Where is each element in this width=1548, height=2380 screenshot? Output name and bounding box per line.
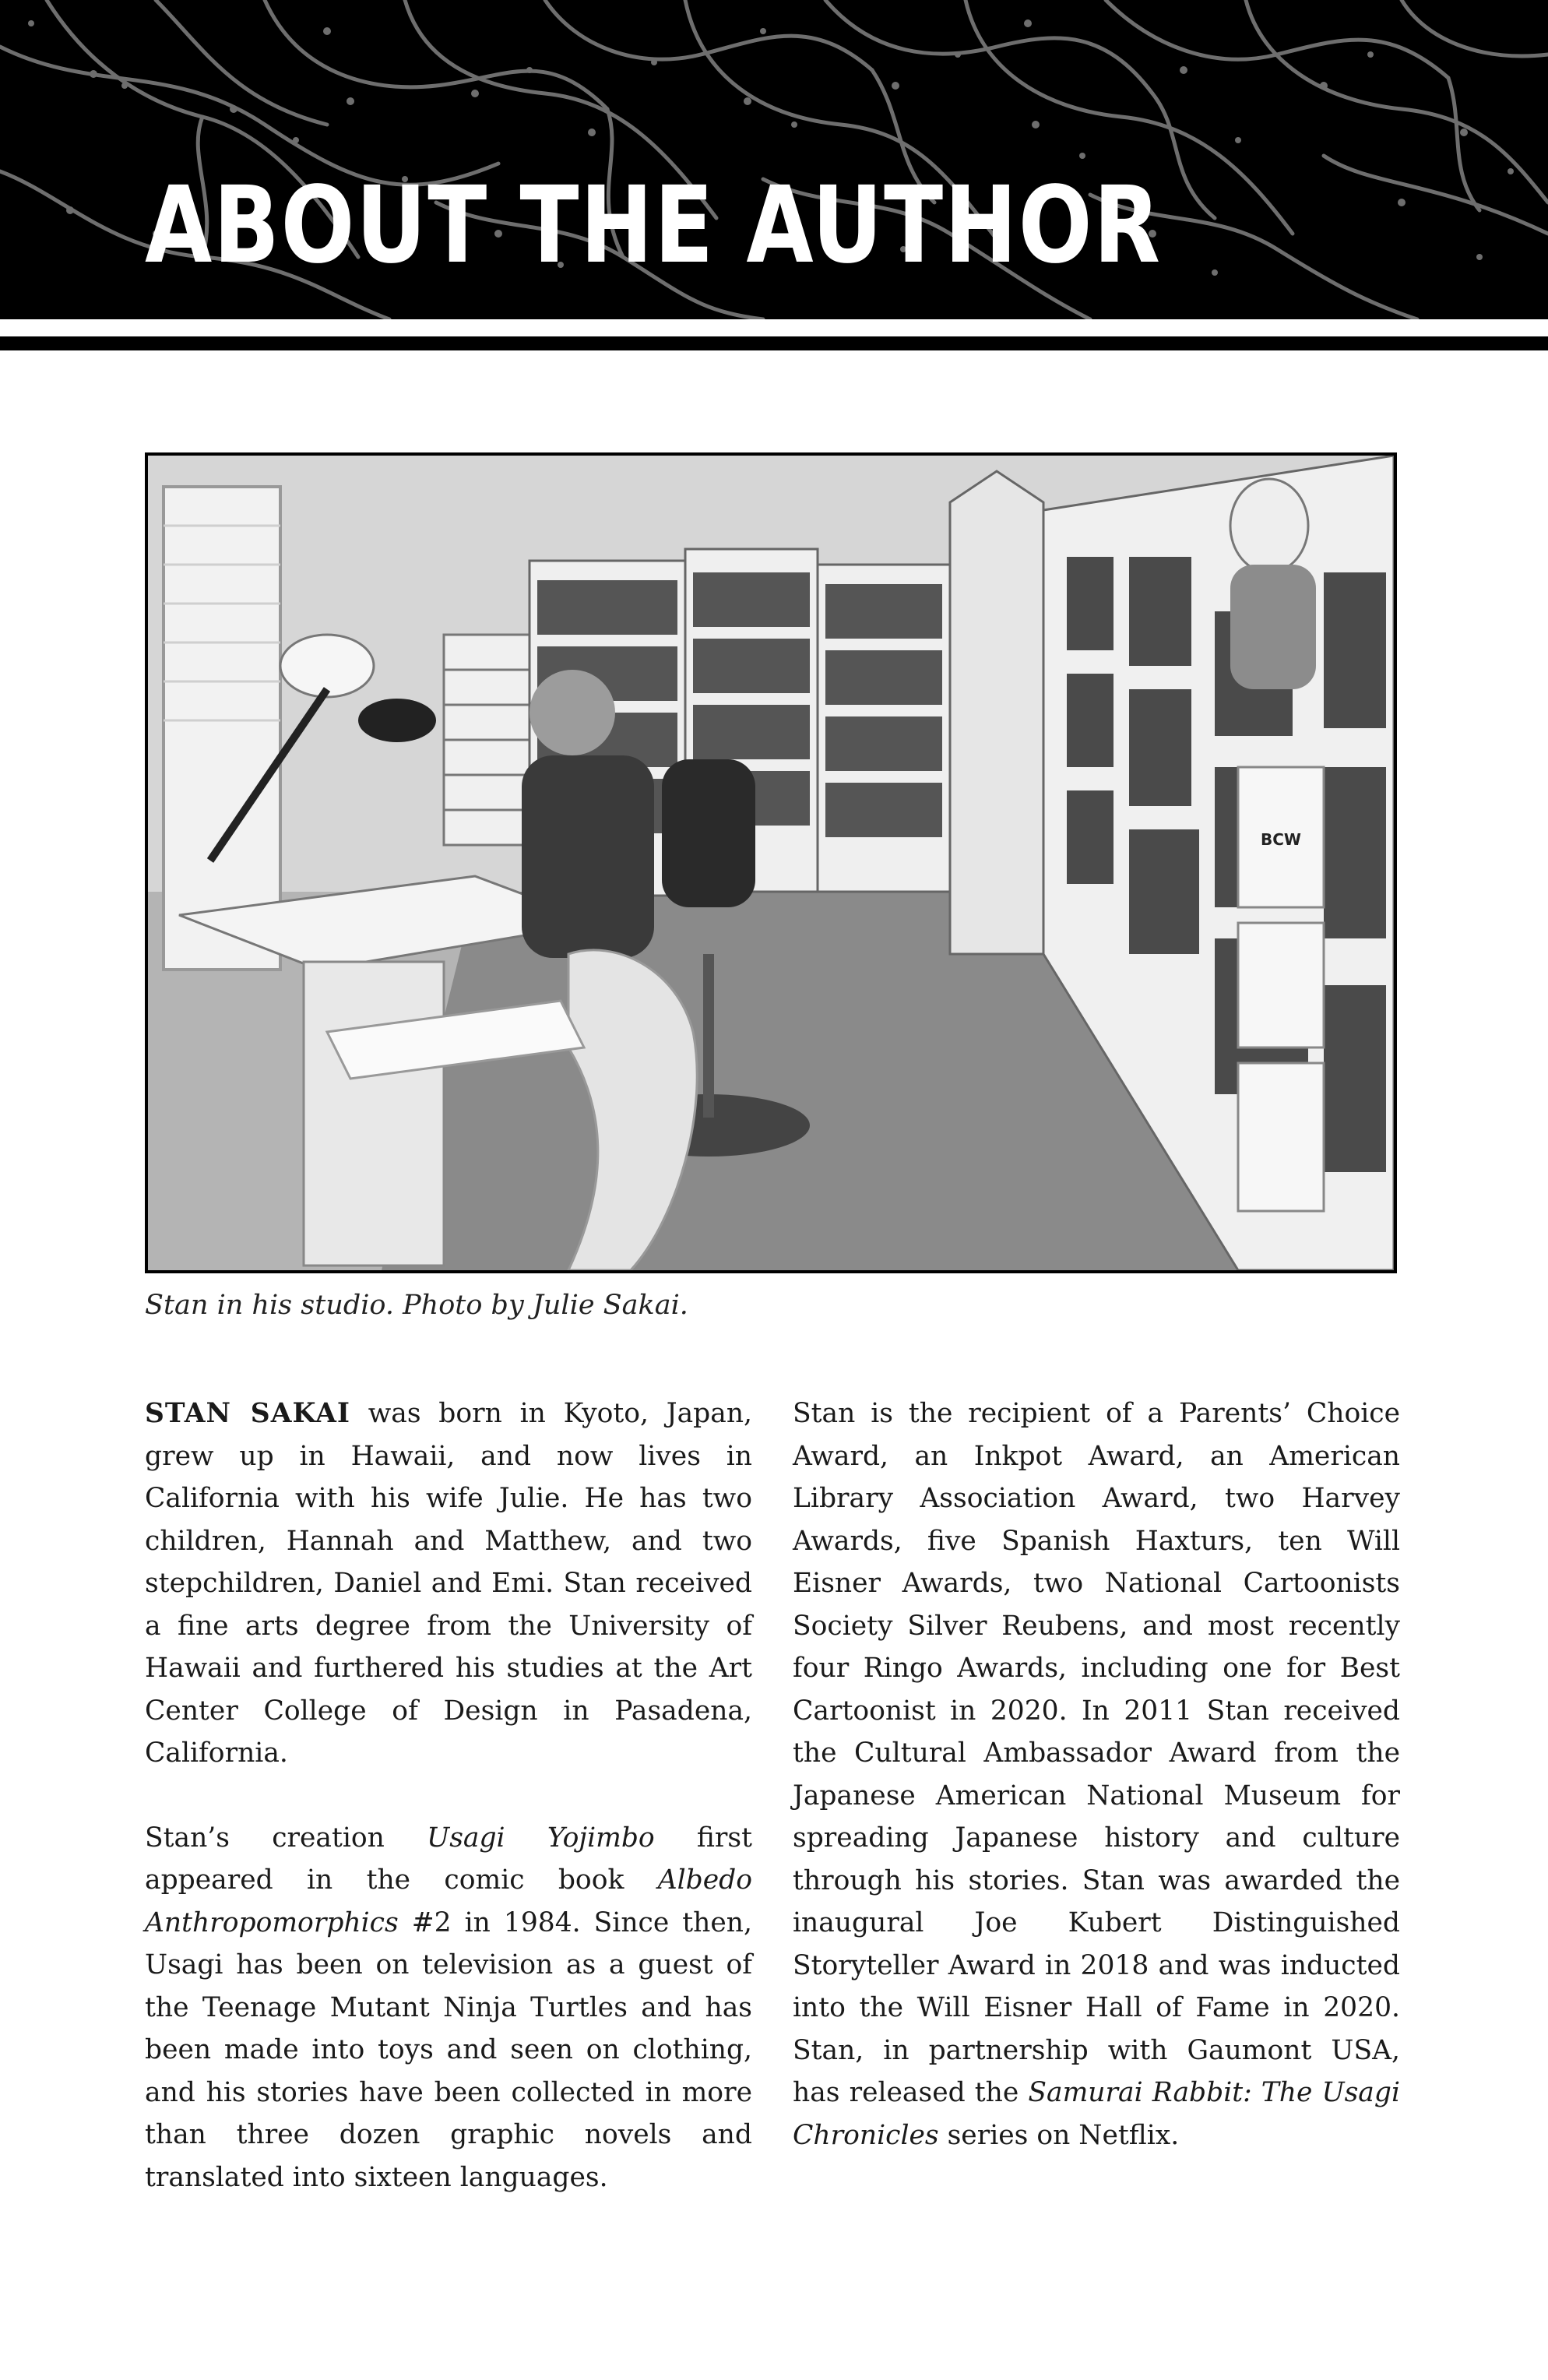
- page-title: ABOUT THE AUTHOR: [145, 164, 1162, 287]
- author-name: STAN SAKAI: [145, 1398, 350, 1429]
- bio-column-right: [793, 1392, 1400, 2199]
- photo-caption: Stan in his studio. Photo by Julie Sakai.: [145, 1290, 688, 1321]
- studio-photo-illustration: [148, 456, 1394, 1270]
- header-banner: [0, 0, 1548, 319]
- bio-paragraph: Stan’s creation Usagi Yojimbo first appeared in the comic book Albedo Anthropomorphics #2 in 1984. Since then, Usagi has been on television as a guest of the Teenage Mutant Ninja Turtles and has been made into toys and seen on clothing, and his stories have been collected in more than three dozen graphic novels and translated into sixteen languages.: [145, 1822, 752, 2193]
- header-divider: [0, 336, 1548, 350]
- book-title: Usagi Yojimbo: [427, 1822, 655, 1854]
- bio-paragraph: STAN SAKAI was born in Kyoto, Japan, grew up in Hawaii, and now lives in California with his wife Julie. He has two children, Hannah and Matthew, and two stepchildren, Daniel and Emi. Stan received a fine arts degree from the University of Hawaii and furthered his studies at the Art Center College of Design in Pasadena, California.: [145, 1398, 753, 1769]
- box-label: BCW: [1261, 830, 1301, 849]
- author-photo: [145, 452, 1397, 1273]
- series-title: Samurai Rabbit: The Usagi Chronicles: [793, 2077, 1400, 2151]
- book-title: Albedo Anthropomorphics: [145, 1864, 752, 1938]
- bio-paragraph-continued: Stan is the recipient of a Parents’ Choice Award, an Inkpot Award, an American Library Association Award, two Harvey Awards, five Spanish Haxturs, ten Will Eisner Awards, two National Cartoonists Society Silver Reubens, and most recently four Ringo Awards, including one for Best Cartoonist in 2020. In 2011 Stan received the Cultural Ambassador Award from the Japanese American National Museum for spreading Japanese history and culture through his stories. Stan was awarded the inaugural Joe Kubert Distinguished Storyteller Award in 2018 and was inducted into the Will Eisner Hall of Fame in 2020. Stan, in partnership with Gaumont USA, has released the Samurai Rabbit: The Usagi Chronicles series on Netflix.: [793, 1398, 1400, 2151]
- bio-column-left: [145, 1392, 752, 2241]
